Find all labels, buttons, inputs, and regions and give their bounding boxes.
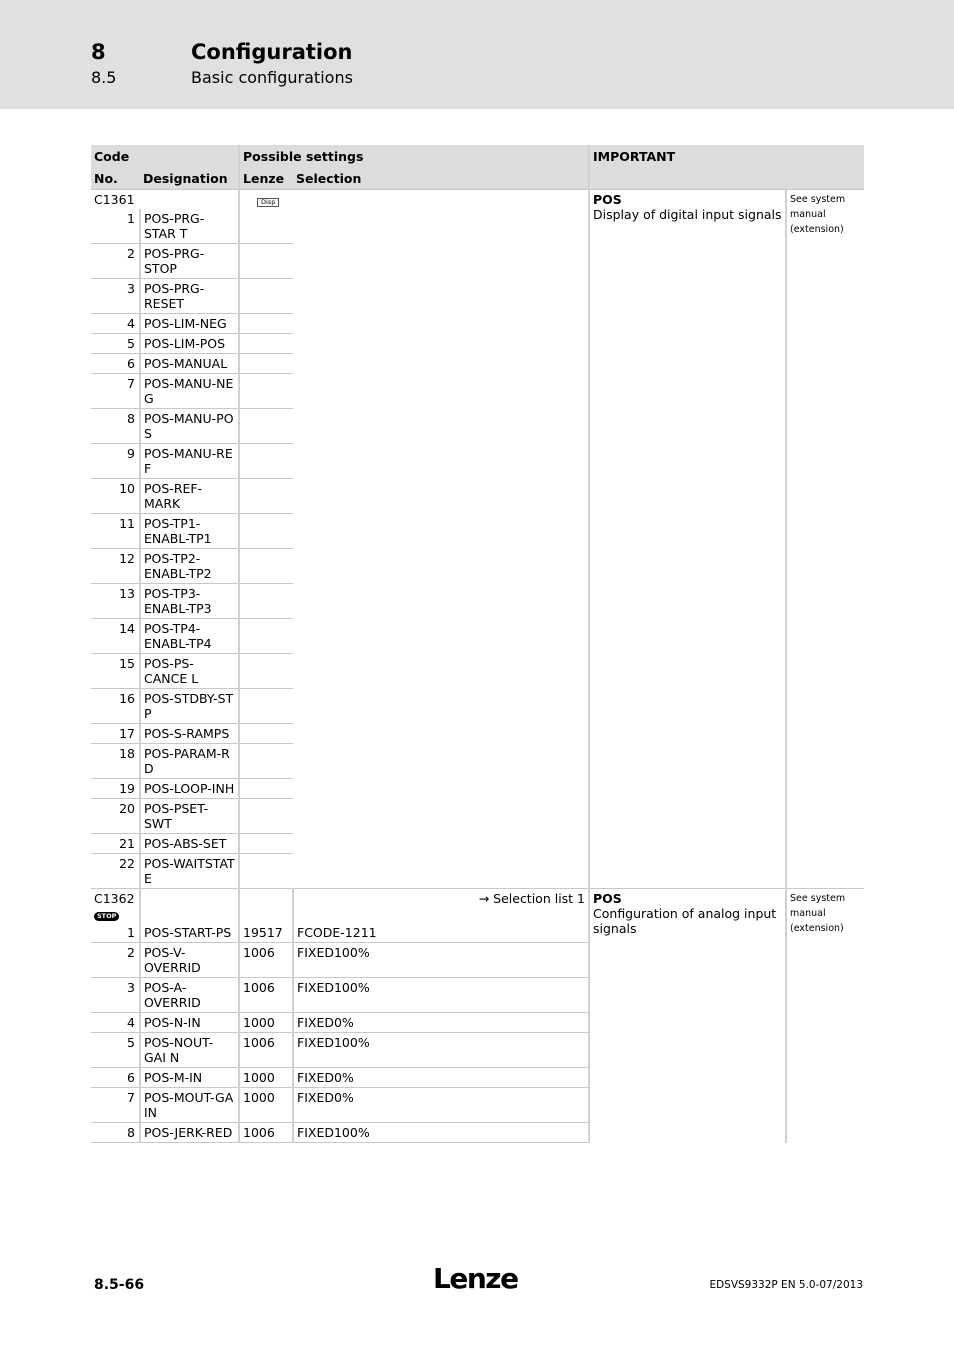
chapter-header: [0, 0, 954, 109]
selection-cell: [293, 190, 589, 889]
row-lenze: 1006: [239, 943, 293, 978]
row-lenze: [239, 244, 293, 279]
row-lenze: [239, 374, 293, 409]
table-header-row-2: [91, 167, 864, 190]
row-designation: POS-REF-MARK: [140, 479, 239, 514]
row-number: 21: [91, 834, 140, 854]
important-title: POS: [593, 891, 622, 906]
row-number: 6: [91, 1068, 140, 1088]
row-designation: POS-LIM-POS: [140, 334, 239, 354]
row-number: 22: [91, 854, 140, 889]
section-number: 8.5: [91, 68, 117, 87]
row-selection: FCODE-1211: [293, 923, 589, 943]
row-selection: FIXED0%: [293, 1088, 589, 1123]
header-important-blank: [589, 167, 864, 190]
header-possible-settings: Possible settings: [239, 145, 589, 167]
row-lenze: 1000: [239, 1013, 293, 1033]
stop-icon: STOP: [94, 912, 119, 921]
row-designation: POS-S-RAMPS: [140, 724, 239, 744]
row-lenze: [239, 854, 293, 889]
row-lenze: [239, 724, 293, 744]
row-designation: POS-NOUT-GAI N: [140, 1033, 239, 1068]
row-lenze: [239, 314, 293, 334]
table-row: [91, 190, 864, 210]
row-lenze: [239, 584, 293, 619]
table-header-row-1: [91, 145, 864, 167]
row-designation: POS-V-OVERRID: [140, 943, 239, 978]
chapter-number: 8: [91, 40, 106, 64]
row-lenze: [239, 334, 293, 354]
document-id: EDSVS9332P EN 5.0-07/2013: [709, 1279, 863, 1291]
row-designation: POS-M-IN: [140, 1068, 239, 1088]
row-number: 7: [91, 1088, 140, 1123]
row-lenze: [239, 409, 293, 444]
row-number: 13: [91, 584, 140, 619]
row-number: 15: [91, 654, 140, 689]
header-no: No.: [91, 167, 140, 190]
display-icon: Disp: [257, 198, 279, 207]
row-designation: POS-STDBY-ST P: [140, 689, 239, 724]
row-lenze: [239, 444, 293, 479]
designation-cell: [140, 190, 239, 210]
code-table: [91, 145, 864, 1143]
row-designation: POS-LOOP-INH: [140, 779, 239, 799]
header-code: Code: [91, 145, 239, 167]
header-selection: Selection: [293, 167, 589, 190]
note-cell: See system manual (extension): [786, 190, 864, 889]
row-selection: FIXED100%: [293, 943, 589, 978]
row-number: 18: [91, 744, 140, 779]
row-number: 19: [91, 779, 140, 799]
row-lenze: [239, 834, 293, 854]
row-designation: POS-TP1-ENABL-TP1: [140, 514, 239, 549]
lenze-cell: [239, 889, 293, 924]
row-designation: POS-PRG-STOP: [140, 244, 239, 279]
lenze-logo: Lenze: [433, 1262, 518, 1295]
row-selection: FIXED0%: [293, 1013, 589, 1033]
row-selection: FIXED100%: [293, 978, 589, 1013]
row-lenze: [239, 279, 293, 314]
row-designation: POS-PS-CANCE L: [140, 654, 239, 689]
row-number: 6: [91, 354, 140, 374]
row-lenze: 1000: [239, 1068, 293, 1088]
page-number: 8.5-66: [94, 1277, 145, 1293]
row-designation: POS-PARAM-R D: [140, 744, 239, 779]
row-lenze: [239, 479, 293, 514]
row-lenze: [239, 779, 293, 799]
row-number: 3: [91, 978, 140, 1013]
row-designation: POS-LIM-NEG: [140, 314, 239, 334]
code-cell: C1361: [91, 190, 140, 210]
row-designation: POS-MOUT-GA IN: [140, 1088, 239, 1123]
row-number: 17: [91, 724, 140, 744]
code-label: C1362: [94, 891, 135, 906]
code-cell: [91, 889, 140, 924]
row-number: 5: [91, 1033, 140, 1068]
row-number: 4: [91, 1013, 140, 1033]
important-text: Display of digital input signals: [593, 207, 782, 222]
row-designation: POS-PSET-SWT: [140, 799, 239, 834]
important-cell: [589, 190, 786, 889]
row-lenze: [239, 209, 293, 244]
row-number: 1: [91, 923, 140, 943]
row-number: 12: [91, 549, 140, 584]
row-lenze: [239, 514, 293, 549]
row-lenze: [239, 354, 293, 374]
row-number: 14: [91, 619, 140, 654]
row-designation: POS-WAITSTAT E: [140, 854, 239, 889]
row-selection: FIXED100%: [293, 1123, 589, 1143]
row-designation: POS-MANU-RE F: [140, 444, 239, 479]
row-lenze: [239, 654, 293, 689]
row-number: 4: [91, 314, 140, 334]
row-designation: POS-PRG-RESET: [140, 279, 239, 314]
row-designation: POS-A-OVERRID: [140, 978, 239, 1013]
important-text: Configuration of analog input signals: [593, 906, 777, 936]
important-title: POS: [593, 192, 622, 207]
row-number: 1: [91, 209, 140, 244]
row-designation: POS-ABS-SET: [140, 834, 239, 854]
chapter-title: Configuration: [191, 40, 353, 64]
row-lenze: 19517: [239, 923, 293, 943]
row-designation: POS-N-IN: [140, 1013, 239, 1033]
note-cell: See system manual (extension): [786, 889, 864, 1143]
row-lenze: 1006: [239, 1033, 293, 1068]
row-designation: POS-TP4-ENABL-TP4: [140, 619, 239, 654]
header-designation: Designation: [140, 167, 239, 190]
row-lenze: 1006: [239, 1123, 293, 1143]
row-number: 11: [91, 514, 140, 549]
row-number: 10: [91, 479, 140, 514]
lenze-cell: [239, 190, 293, 210]
designation-cell: [140, 889, 239, 924]
row-lenze: 1006: [239, 978, 293, 1013]
row-designation: POS-JERK-RED: [140, 1123, 239, 1143]
header-lenze: Lenze: [239, 167, 293, 190]
row-number: 7: [91, 374, 140, 409]
row-lenze: [239, 799, 293, 834]
section-title: Basic configurations: [191, 68, 353, 87]
row-designation: POS-MANU-PO S: [140, 409, 239, 444]
table-row: [91, 889, 864, 924]
row-number: 2: [91, 244, 140, 279]
row-selection: FIXED0%: [293, 1068, 589, 1088]
row-lenze: [239, 744, 293, 779]
row-designation: POS-PRG-STAR T: [140, 209, 239, 244]
row-number: 8: [91, 409, 140, 444]
row-number: 8: [91, 1123, 140, 1143]
row-designation: POS-MANU-NE G: [140, 374, 239, 409]
header-important: IMPORTANT: [589, 145, 864, 167]
row-number: 20: [91, 799, 140, 834]
row-number: 2: [91, 943, 140, 978]
row-lenze: [239, 689, 293, 724]
row-designation: POS-TP2-ENABL-TP2: [140, 549, 239, 584]
row-number: 3: [91, 279, 140, 314]
selection-list-cell: → Selection list 1: [293, 889, 589, 924]
row-number: 16: [91, 689, 140, 724]
row-lenze: [239, 549, 293, 584]
row-designation: POS-START-PS: [140, 923, 239, 943]
row-designation: POS-MANUAL: [140, 354, 239, 374]
row-selection: FIXED100%: [293, 1033, 589, 1068]
important-cell: [589, 889, 786, 1143]
row-number: 5: [91, 334, 140, 354]
row-designation: POS-TP3-ENABL-TP3: [140, 584, 239, 619]
row-lenze: 1000: [239, 1088, 293, 1123]
row-number: 9: [91, 444, 140, 479]
row-lenze: [239, 619, 293, 654]
